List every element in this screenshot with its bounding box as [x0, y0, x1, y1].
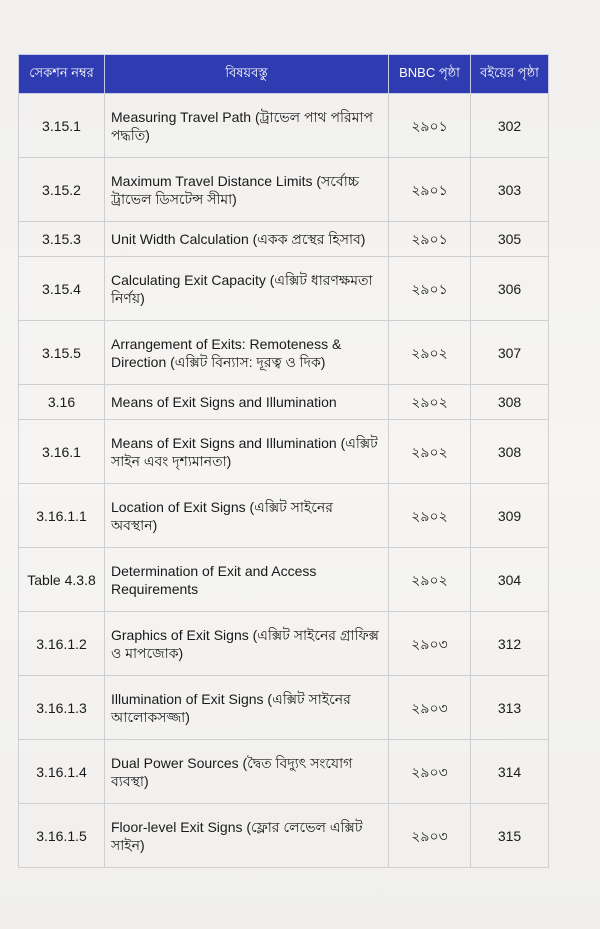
book-page: 303 — [471, 158, 549, 222]
book-page: 309 — [471, 484, 549, 548]
table-row — [19, 321, 549, 385]
section-number: 3.15.2 — [19, 158, 105, 222]
subject: Floor-level Exit Signs (ফ্লোর লেভেল এক্সিট সাইন) — [105, 804, 389, 868]
table-row — [19, 94, 549, 158]
section-number: 3.16.1.1 — [19, 484, 105, 548]
header-bnbc-page: BNBC পৃষ্ঠা — [389, 55, 471, 94]
bnbc-page: ২৯০২ — [389, 385, 471, 420]
bnbc-page: ২৯০৩ — [389, 740, 471, 804]
bnbc-page: ২৯০১ — [389, 158, 471, 222]
book-page: 312 — [471, 612, 549, 676]
table-row — [19, 420, 549, 484]
bnbc-page: ২৯০৩ — [389, 804, 471, 868]
contents-table — [18, 54, 549, 868]
section-number: 3.15.4 — [19, 257, 105, 321]
table-row — [19, 548, 549, 612]
table-row — [19, 222, 549, 257]
header-subject: বিষয়বস্তু — [105, 55, 389, 94]
book-page: 313 — [471, 676, 549, 740]
bnbc-page: ২৯০২ — [389, 321, 471, 385]
subject: Arrangement of Exits: Remoteness & Direction (এক্সিট বিন্যাস: দূরত্ব ও দিক) — [105, 321, 389, 385]
subject: Graphics of Exit Signs (এক্সিট সাইনের গ্রাফিক্স ও মাপজোক) — [105, 612, 389, 676]
table-row — [19, 484, 549, 548]
section-number: 3.15.1 — [19, 94, 105, 158]
book-page: 304 — [471, 548, 549, 612]
book-page: 308 — [471, 385, 549, 420]
book-page: 306 — [471, 257, 549, 321]
table-row — [19, 158, 549, 222]
section-number: Table 4.3.8 — [19, 548, 105, 612]
book-page: 314 — [471, 740, 549, 804]
subject: Measuring Travel Path (ট্রাভেল পাথ পরিমাপ পদ্ধতি) — [105, 94, 389, 158]
section-number: 3.16.1.3 — [19, 676, 105, 740]
bnbc-page: ২৯০২ — [389, 420, 471, 484]
subject: Maximum Travel Distance Limits (সর্বোচ্চ ট্রাভেল ডিসটেন্স সীমা) — [105, 158, 389, 222]
bnbc-page: ২৯০১ — [389, 222, 471, 257]
table-row — [19, 385, 549, 420]
subject: Calculating Exit Capacity (এক্সিট ধারণক্ষমতা নির্ণয়) — [105, 257, 389, 321]
subject: Means of Exit Signs and Illumination (এক্সিট সাইন এবং দৃশ্যমানতা) — [105, 420, 389, 484]
bnbc-page: ২৯০৩ — [389, 612, 471, 676]
section-number: 3.15.5 — [19, 321, 105, 385]
table-row — [19, 676, 549, 740]
subject: Means of Exit Signs and Illumination — [105, 385, 389, 420]
subject: Determination of Exit and Access Requirements — [105, 548, 389, 612]
table-row — [19, 257, 549, 321]
subject: Illumination of Exit Signs (এক্সিট সাইনের আলোকসজ্জা) — [105, 676, 389, 740]
header-section-number: সেকশন নম্বর — [19, 55, 105, 94]
bnbc-page: ২৯০১ — [389, 94, 471, 158]
section-number: 3.16.1.4 — [19, 740, 105, 804]
section-number: 3.16.1.5 — [19, 804, 105, 868]
section-number: 3.16.1 — [19, 420, 105, 484]
table-header-row — [19, 55, 549, 94]
book-page: 305 — [471, 222, 549, 257]
bnbc-page: ২৯০১ — [389, 257, 471, 321]
book-page: 307 — [471, 321, 549, 385]
bnbc-page: ২৯০৩ — [389, 676, 471, 740]
subject: Unit Width Calculation (একক প্রস্থের হিসাব) — [105, 222, 389, 257]
table-row — [19, 804, 549, 868]
bnbc-page: ২৯০২ — [389, 484, 471, 548]
table-row — [19, 612, 549, 676]
header-book-page: বইয়ের পৃষ্ঠা — [471, 55, 549, 94]
section-number: 3.16.1.2 — [19, 612, 105, 676]
section-number: 3.15.3 — [19, 222, 105, 257]
table-row — [19, 740, 549, 804]
bnbc-page: ২৯০২ — [389, 548, 471, 612]
subject: Dual Power Sources (দ্বৈত বিদ্যুৎ সংযোগ ব্যবস্থা) — [105, 740, 389, 804]
book-page: 315 — [471, 804, 549, 868]
subject: Location of Exit Signs (এক্সিট সাইনের অবস্থান) — [105, 484, 389, 548]
section-number: 3.16 — [19, 385, 105, 420]
book-page: 302 — [471, 94, 549, 158]
book-page: 308 — [471, 420, 549, 484]
